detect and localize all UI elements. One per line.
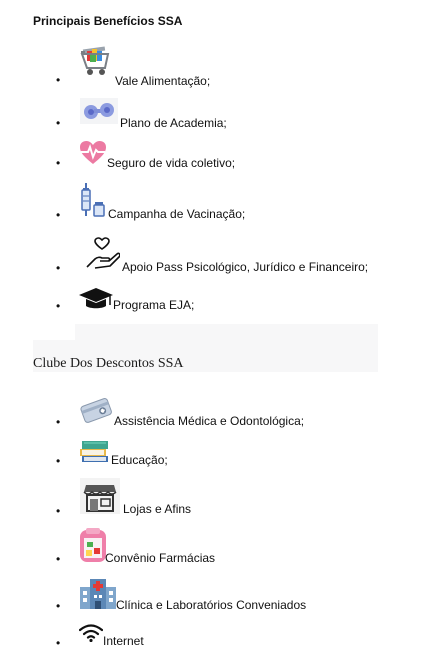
health-card-icon [80,397,112,428]
vaccine-icon [80,183,106,222]
item-label: Convênio Farmácias [105,551,216,565]
item-label: Vale Alimentação; [115,74,211,88]
bullet: • [56,415,61,429]
books-icon [80,440,110,469]
bullet: • [56,599,61,613]
wifi-icon [79,624,103,647]
bullet: • [56,299,61,313]
bullet: • [56,454,61,468]
bullet: • [56,636,61,650]
item-label: Plano de Academia; [120,116,227,130]
bullet: • [56,156,61,170]
item-label: Educação; [111,453,168,467]
dumbbell-icon [80,98,118,129]
item-label: Lojas e Afins [123,502,192,516]
shaded-block-corner [33,324,75,340]
hand-heart-icon [86,237,120,276]
bullet: • [56,504,61,518]
bullet: • [56,116,61,130]
bullet: • [56,261,61,275]
item-label: Programa EJA; [113,298,195,312]
item-label: Seguro de vida coletivo; [107,156,236,170]
item-label: Apoio Pass Psicológico, Jurídico e Financeiro; [122,260,369,274]
item-label: Clínica e Laboratórios Conveniados [116,598,307,612]
pharmacy-icon [80,528,106,567]
bullet: • [56,73,61,87]
section-title-clube-descontos: Clube Dos Descontos SSA [33,356,184,371]
graduation-cap-icon [78,286,114,315]
item-label: Internet [103,634,144,648]
store-icon [80,478,120,519]
bullet: • [56,208,61,222]
item-label: Assistência Médica e Odontológica; [114,414,305,428]
heart-pulse-icon [79,140,107,171]
bullet: • [56,552,61,566]
hospital-icon [80,577,116,614]
section-title-beneficios: Principais Benefícios SSA [33,14,183,28]
item-label: Campanha de Vacinação; [108,207,246,221]
shopping-cart-icon [80,42,112,83]
